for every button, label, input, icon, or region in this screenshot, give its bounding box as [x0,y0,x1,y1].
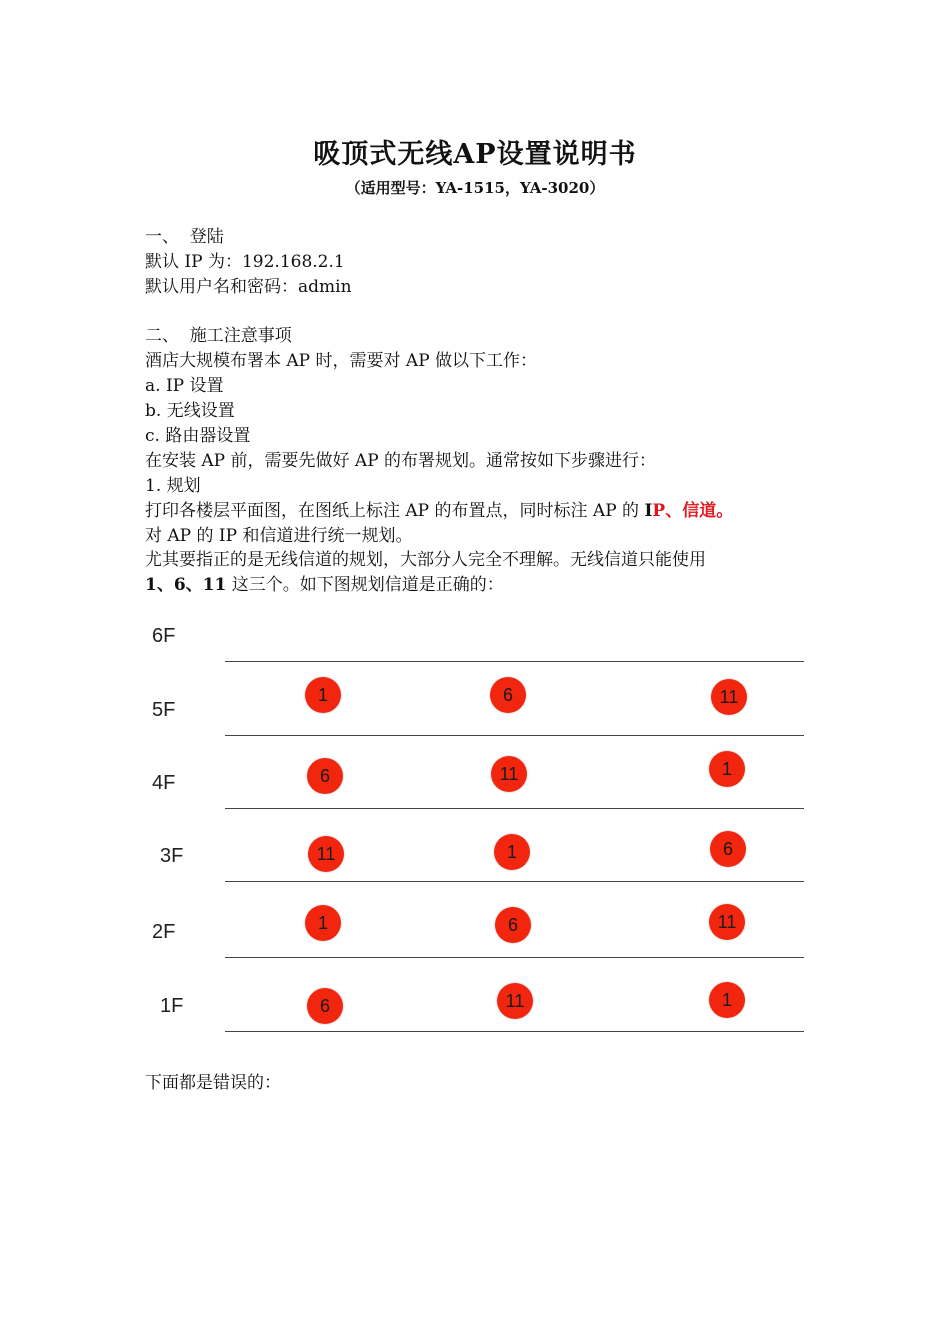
default-credentials-text: 默认用户名和密码：admin [145,277,352,297]
channel-dot: 6 [307,988,343,1024]
section2-heading: 二、 施工注意事项 [145,326,292,346]
item-a: a. IP 设置 [145,376,224,396]
channel-dot: 6 [710,831,746,867]
channels-rest: 这三个。如下图规划信道是正确的： [226,575,504,595]
channel-dot: 1 [494,834,530,870]
wrong-examples-text: 下面都是错误的： [145,1073,281,1093]
channels-text [145,574,504,596]
floor-divider [225,735,804,736]
floor-label-5f: 5F [152,699,176,721]
plan-text [145,500,733,522]
channel-dot: 6 [490,677,526,713]
floor-label-6f: 6F [152,625,176,647]
channel-dot: 11 [709,904,745,940]
plan-text-i: I [644,501,653,521]
item-c: c. 路由器设置 [145,426,251,446]
channel-dot: 6 [307,758,343,794]
channel-dot: 1 [305,905,341,941]
step1-heading: 1. 规划 [145,476,201,496]
plan-text-2: 对 AP 的 IP 和信道进行统一规划。 [145,526,413,546]
document-subtitle: （适用型号：YA-1515，YA-3020） [345,179,605,197]
floor-divider [225,808,804,809]
channel-dot: 11 [711,679,747,715]
section1-heading: 一、 登陆 [145,227,224,247]
intro-text: 酒店大规模布署本 AP 时，需要对 AP 做以下工作： [145,351,538,371]
plan-text-main: 打印各楼层平面图，在图纸上标注 AP 的布置点，同时标注 AP 的 [145,501,645,521]
default-ip-text: 默认 IP 为：192.168.2.1 [145,252,345,272]
channel-dot: 11 [491,756,527,792]
floor-label-3f: 3F [160,845,184,867]
channels-bold: 1、6、11 [145,575,227,595]
floor-divider [225,1031,804,1032]
floor-divider [225,957,804,958]
channel-dot: 11 [308,836,344,872]
channel-dot: 1 [709,982,745,1018]
floor-label-1f: 1F [160,995,184,1017]
document-title: 吸顶式无线AP设置说明书 [313,139,637,170]
floor-divider [225,881,804,882]
channel-dot: 11 [497,983,533,1019]
channel-dot: 6 [495,907,531,943]
note-text: 尤其要指正的是无线信道的规划，大部分人完全不理解。无线信道只能使用 [145,550,706,570]
floor-divider [225,661,804,662]
item-b: b. 无线设置 [145,401,235,421]
channel-dot: 1 [709,751,745,787]
floor-label-4f: 4F [152,772,176,794]
before-install-text: 在安装 AP 前，需要先做好 AP 的布署规划。通常按如下步骤进行： [145,451,657,471]
channel-dot: 1 [305,677,341,713]
floor-label-2f: 2F [152,921,176,943]
plan-text-highlight: P、信道。 [652,501,734,521]
